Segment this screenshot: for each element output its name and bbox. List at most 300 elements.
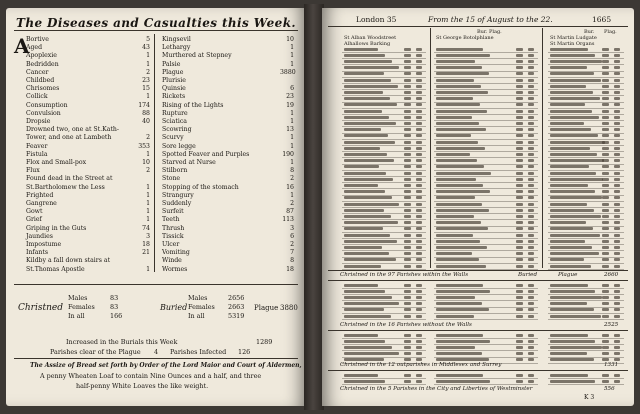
- disease-count: 6: [290, 85, 294, 93]
- disease-count: 2: [146, 134, 150, 142]
- parish-name-print: [344, 54, 385, 57]
- parish-figure-print: [416, 221, 422, 224]
- parish-figure-print: [516, 54, 523, 57]
- parish-figure-print: [404, 196, 411, 199]
- parish-name-print: [344, 134, 388, 137]
- parish-name-print: [550, 110, 592, 113]
- parish-row: [548, 263, 624, 270]
- parish-name-print: [436, 380, 490, 383]
- parish-figure-print: [602, 380, 609, 383]
- parish-figure-print: [602, 141, 609, 144]
- parish-figure-print: [404, 147, 411, 150]
- summary-westminster: Christned in the 5 Parishes in the City and Liberties of Westminster: [340, 386, 533, 392]
- parish-name-print: [550, 234, 600, 237]
- disease-label: Feaver: [26, 142, 48, 150]
- parish-figure-print: [516, 172, 523, 175]
- disease-label: Aged: [26, 44, 43, 52]
- disease-count: 43: [142, 44, 150, 52]
- parish-name-print: [550, 184, 588, 187]
- parish-name-print: [436, 358, 489, 361]
- summary-buried-label: Buried: [518, 272, 538, 278]
- parish-name-print: [344, 122, 396, 125]
- parish-name-print: [436, 258, 479, 261]
- table-divider-1: [430, 28, 431, 268]
- parish-figure-print: [528, 203, 534, 206]
- disease-count: 40: [142, 118, 150, 125]
- disease-count: 2: [290, 241, 294, 248]
- disease-count: 13: [286, 126, 294, 134]
- disease-count: 19: [286, 101, 294, 109]
- parish-name-print: [344, 240, 397, 243]
- parish-figure-print: [416, 252, 422, 255]
- disease-label: Jaundies: [26, 232, 53, 240]
- parish-figure-print: [416, 290, 422, 293]
- parish-name-print: [436, 221, 481, 224]
- parish-figure-print: [416, 284, 422, 287]
- parish-name-print: [344, 265, 381, 268]
- drop-cap: A: [14, 34, 30, 58]
- parish-figure-print: [404, 346, 411, 349]
- parish-name-print: [436, 97, 473, 100]
- parish-figure-print: [528, 352, 534, 355]
- parishes-clear-number: 4: [154, 348, 159, 356]
- plague-total: 3880: [280, 304, 298, 312]
- parish-figure-print: [528, 48, 534, 51]
- parish-figure-print: [528, 196, 534, 199]
- disease-label: Quinsie: [162, 85, 186, 93]
- parish-figure-print: [416, 302, 422, 305]
- disease-label: Childbed: [26, 77, 55, 84]
- parish-figure-print: [528, 221, 534, 224]
- parish-figure-print: [416, 79, 422, 82]
- parish-figure-print: [528, 110, 534, 113]
- parish-figure-print: [516, 134, 523, 137]
- parish-figure-print: [516, 66, 523, 69]
- christened-label: Christned: [18, 303, 63, 313]
- parish-figure-print: [404, 215, 411, 218]
- parish-figure-print: [516, 334, 523, 337]
- parish-figure-print: [404, 209, 411, 212]
- disease-count: 7: [290, 249, 294, 257]
- disease-label: Flox and Small-pox: [26, 159, 87, 166]
- parish-name-print: [550, 85, 586, 88]
- parish-name-print: [436, 72, 489, 75]
- parish-row: [548, 313, 624, 320]
- parish-figure-print: [528, 215, 534, 218]
- parish-figure-print: [602, 184, 609, 187]
- parish-name-print: [344, 159, 394, 162]
- parish-figure-print: [614, 91, 620, 94]
- parish-figure-print: [416, 315, 422, 318]
- parish-figure-print: [602, 352, 609, 355]
- summary-without-walls: Christned in the 16 Parishes without the Walls: [340, 322, 472, 328]
- parish-name-print: [344, 48, 378, 51]
- parish-figure-print: [416, 296, 422, 299]
- parish-name-print: [550, 60, 602, 63]
- parishes-infected-number: 126: [238, 348, 251, 356]
- disease-count: 15: [142, 85, 150, 93]
- parish-name-print: [344, 215, 391, 218]
- parish-name-print: [436, 122, 479, 125]
- parish-figure-print: [602, 172, 609, 175]
- parish-figure-print: [404, 110, 411, 113]
- parish-figure-print: [602, 153, 609, 156]
- book-gutter: [304, 4, 324, 410]
- parish-figure-print: [404, 352, 411, 355]
- parish-figure-print: [404, 290, 411, 293]
- parish-name-print: [550, 116, 599, 119]
- parish-figure-print: [416, 352, 422, 355]
- parish-name-print: [344, 153, 387, 156]
- parish-figure-print: [416, 246, 422, 249]
- parish-figure-print: [614, 227, 620, 230]
- parish-figure-print: [528, 172, 534, 175]
- disease-label: Kildby a fall down stairs at: [26, 257, 111, 265]
- parish-figure-print: [528, 178, 534, 181]
- parish-figure-print: [416, 141, 422, 144]
- parish-name-print: [344, 358, 384, 361]
- parish-name-print: [550, 147, 590, 150]
- parish-name-print: [436, 66, 482, 69]
- summary-plague-label: Plague: [558, 272, 578, 278]
- parish-figure-print: [404, 380, 411, 383]
- page-signature: K 3: [584, 394, 595, 401]
- parish-name-print: [436, 340, 490, 343]
- parish-name-print: [550, 196, 602, 199]
- parish-figure-print: [602, 209, 609, 212]
- disease-label: Rising of the Lights: [162, 101, 224, 109]
- parish-figure-print: [614, 284, 620, 287]
- parish-figure-print: [516, 296, 523, 299]
- parish-figure-print: [516, 116, 523, 119]
- parish-figure-print: [614, 141, 620, 144]
- parish-name-print: [344, 308, 384, 311]
- parish-figure-print: [416, 227, 422, 230]
- assize-line-3: half-penny White Loaves the like weight.: [76, 382, 209, 390]
- disease-label: Kingsevil: [162, 36, 191, 43]
- parish-figure-print: [614, 103, 620, 106]
- parish-name-print: [550, 134, 598, 137]
- parish-name-print: [344, 334, 378, 337]
- parish-figure-print: [528, 97, 534, 100]
- parish-name-print: [436, 203, 482, 206]
- parish-row: [342, 378, 426, 385]
- parish-name-print: [344, 234, 390, 237]
- parish-name-print: [344, 302, 399, 305]
- disease-label: Surfeit: [162, 208, 184, 216]
- disease-label: Strangury: [162, 191, 194, 199]
- disease-count: 1: [146, 191, 150, 199]
- parish-name-print: [436, 134, 471, 137]
- parish-figure-print: [404, 203, 411, 206]
- disease-label: Bedridden: [26, 60, 59, 68]
- parish-figure-print: [416, 122, 422, 125]
- parish-figure-print: [416, 234, 422, 237]
- parish-figure-print: [404, 340, 411, 343]
- disease-count: 1: [146, 93, 150, 101]
- parish-name-print: [344, 252, 389, 255]
- disease-count: 18: [142, 241, 150, 248]
- title-rule: [14, 30, 298, 31]
- parish-figure-print: [404, 227, 411, 230]
- summary-total-2: 2525: [604, 322, 619, 328]
- parish-figure-print: [416, 358, 422, 361]
- parish-figure-print: [404, 315, 411, 318]
- parish-figure-print: [516, 203, 523, 206]
- parish-name-print: [344, 91, 383, 94]
- parish-figure-print: [404, 308, 411, 311]
- parish-name-print: [344, 72, 384, 75]
- parish-figure-print: [416, 134, 422, 137]
- parish-name-print: [344, 290, 385, 293]
- parish-figure-print: [528, 358, 534, 361]
- parish-name-print: [550, 48, 588, 51]
- increased-text: Increased in the Burials this Week: [66, 338, 178, 346]
- disease-label: Lethargy: [162, 44, 191, 52]
- parish-figure-print: [404, 91, 411, 94]
- summary-total-4: 556: [604, 386, 615, 392]
- disease-label: Tissick: [162, 232, 184, 240]
- parish-figure-print: [602, 128, 609, 131]
- parish-name-print: [550, 159, 604, 162]
- parish-figure-print: [416, 374, 422, 377]
- disease-label: Found dead in the Street at: [26, 175, 113, 183]
- disease-count: 1: [146, 208, 150, 216]
- parish-figure-print: [528, 315, 534, 318]
- parish-name-print: [550, 358, 594, 361]
- parish-figure-print: [516, 147, 523, 150]
- parish-name-print: [344, 315, 391, 318]
- parish-figure-print: [416, 54, 422, 57]
- parish-figure-print: [614, 240, 620, 243]
- parish-figure-print: [528, 116, 534, 119]
- parish-figure-print: [602, 246, 609, 249]
- parish-figure-print: [602, 334, 609, 337]
- parish-figure-print: [516, 159, 523, 162]
- disease-label: Palsie: [162, 60, 181, 68]
- parish-martin-ludgate: St Martin Ludgate: [550, 35, 597, 41]
- parish-name-print: [344, 209, 384, 212]
- parish-figure-print: [516, 290, 523, 293]
- parish-figure-print: [404, 72, 411, 75]
- parish-figure-print: [404, 85, 411, 88]
- parish-figure-print: [516, 346, 523, 349]
- parish-figure-print: [516, 184, 523, 187]
- summary-within-walls: Christned in the 97 Parishes within the Walls: [340, 272, 469, 278]
- buried-count: 2663: [228, 303, 245, 311]
- parish-figure-print: [602, 374, 609, 377]
- parish-name-print: [344, 147, 380, 150]
- parish-figure-print: [528, 290, 534, 293]
- parish-figure-print: [516, 227, 523, 230]
- parish-figure-print: [516, 190, 523, 193]
- parish-name-print: [550, 66, 587, 69]
- disease-label: Suddenly: [162, 200, 192, 207]
- parish-figure-print: [602, 66, 609, 69]
- parish-name-print: [344, 172, 386, 175]
- parish-name-print: [436, 352, 482, 355]
- parish-figure-print: [404, 172, 411, 175]
- parish-figure-print: [602, 190, 609, 193]
- disease-label: Apoplexie: [26, 52, 57, 60]
- disease-label: Drowned two, one at St.Kath-: [26, 126, 120, 134]
- parish-name-print: [344, 116, 389, 119]
- disease-count: 1: [290, 60, 294, 68]
- parish-figure-print: [416, 215, 422, 218]
- parish-figure-print: [416, 147, 422, 150]
- parish-figure-print: [528, 346, 534, 349]
- parish-figure-print: [602, 290, 609, 293]
- parish-figure-print: [614, 302, 620, 305]
- parish-figure-print: [416, 196, 422, 199]
- parish-name-print: [550, 296, 602, 299]
- disease-count: 74: [142, 224, 150, 232]
- disease-count: 1: [146, 60, 150, 68]
- parish-name-print: [436, 215, 474, 218]
- parish-figure-print: [404, 358, 411, 361]
- parish-name-print: [550, 209, 594, 212]
- parish-row: [434, 313, 538, 320]
- parish-figure-print: [416, 110, 422, 113]
- parish-figure-print: [614, 352, 620, 355]
- parish-figure-print: [416, 165, 422, 168]
- parish-figure-print: [602, 203, 609, 206]
- sum-rule-3: [328, 330, 628, 331]
- parish-figure-print: [614, 122, 620, 125]
- parish-name-print: [436, 196, 475, 199]
- parish-figure-print: [516, 196, 523, 199]
- parish-figure-print: [404, 246, 411, 249]
- parish-name-print: [436, 374, 483, 377]
- parish-figure-print: [404, 234, 411, 237]
- parish-name-print: [436, 346, 475, 349]
- parish-name-print: [550, 141, 605, 144]
- parish-figure-print: [528, 246, 534, 249]
- parish-figure-print: [528, 72, 534, 75]
- parish-figure-print: [516, 302, 523, 305]
- parish-figure-print: [516, 85, 523, 88]
- parish-figure-print: [528, 240, 534, 243]
- parish-name-print: [550, 122, 584, 125]
- parish-figure-print: [528, 209, 534, 212]
- column-divider: [154, 34, 155, 272]
- parish-figure-print: [516, 315, 523, 318]
- disease-label: Cancer: [26, 68, 49, 76]
- parish-figure-print: [602, 302, 609, 305]
- parish-name-print: [344, 284, 378, 287]
- parish-name-print: [436, 234, 473, 237]
- parish-figure-print: [404, 374, 411, 377]
- left-page: [6, 8, 306, 406]
- parish-figure-print: [614, 184, 620, 187]
- parish-name-print: [344, 190, 385, 193]
- parish-name-print: [436, 315, 474, 318]
- parish-figure-print: [614, 147, 620, 150]
- parish-figure-print: [416, 346, 422, 349]
- parish-row: [342, 263, 426, 270]
- sum-rule-4: [328, 370, 628, 371]
- parish-name-print: [436, 159, 477, 162]
- parish-figure-print: [404, 66, 411, 69]
- parish-figure-print: [602, 284, 609, 287]
- buried-label: Females: [188, 303, 215, 311]
- disease-label: Stilborn: [162, 167, 188, 175]
- disease-count: 10: [142, 159, 150, 166]
- disease-count: 1: [290, 142, 294, 150]
- parish-martin-organs: St Martin Organs: [550, 41, 595, 47]
- parish-name-print: [344, 380, 385, 383]
- parish-figure-print: [614, 116, 620, 119]
- parish-name-print: [344, 141, 395, 144]
- parish-row: [548, 378, 624, 385]
- disease-label: Tower, and one at Lambeth: [26, 134, 112, 142]
- parish-figure-print: [516, 284, 523, 287]
- parish-figure-print: [614, 380, 620, 383]
- parish-name-print: [550, 91, 593, 94]
- parish-figure-print: [614, 85, 620, 88]
- parish-figure-print: [602, 147, 609, 150]
- parish-name-print: [550, 203, 587, 206]
- parish-figure-print: [404, 240, 411, 243]
- parish-figure-print: [416, 340, 422, 343]
- parish-name-print: [550, 290, 595, 293]
- buried-label: Buried: [160, 303, 188, 312]
- buried-label: Males: [188, 294, 208, 302]
- parish-figure-print: [516, 103, 523, 106]
- parish-figure-print: [602, 116, 609, 119]
- parish-figure-print: [404, 284, 411, 287]
- summary-total-1: 2660: [604, 272, 619, 278]
- parish-row: [434, 378, 538, 385]
- disease-label: Sciatica: [162, 118, 187, 125]
- summary-outparishes: Christned in the 12 outparishes in Middlesex and Surrey: [340, 362, 502, 368]
- parish-name-print: [344, 203, 399, 206]
- parish-figure-print: [516, 252, 523, 255]
- parish-figure-print: [614, 290, 620, 293]
- parish-figure-print: [516, 48, 523, 51]
- disease-label: Stopping of the stomach: [162, 183, 239, 191]
- parish-name-print: [344, 340, 385, 343]
- parish-figure-print: [602, 134, 609, 137]
- parish-figure-print: [404, 159, 411, 162]
- parish-figure-print: [602, 265, 609, 268]
- parish-figure-print: [614, 203, 620, 206]
- header-dates: From the 15 of August to the 22.: [428, 15, 553, 24]
- disease-label: Bortive: [26, 36, 49, 43]
- parish-figure-print: [416, 203, 422, 206]
- parish-figure-print: [614, 340, 620, 343]
- disease-count: 113: [282, 216, 294, 224]
- parish-name-print: [550, 172, 596, 175]
- increased-number: 1289: [256, 338, 273, 346]
- parish-figure-print: [528, 296, 534, 299]
- buried-count: 2656: [228, 294, 245, 302]
- disease-label: Ulcer: [162, 241, 180, 248]
- disease-count: 174: [138, 101, 150, 109]
- parish-figure-print: [614, 246, 620, 249]
- parish-figure-print: [602, 227, 609, 230]
- parish-name-print: [344, 79, 391, 82]
- parish-figure-print: [516, 72, 523, 75]
- parish-name-print: [436, 153, 470, 156]
- parish-name-print: [344, 246, 382, 249]
- disease-count: 88: [142, 109, 150, 117]
- parish-figure-print: [602, 72, 609, 75]
- parish-figure-print: [614, 97, 620, 100]
- disease-label: Stone: [162, 175, 181, 183]
- disease-label: Gangrene: [26, 200, 57, 207]
- parish-figure-print: [614, 258, 620, 261]
